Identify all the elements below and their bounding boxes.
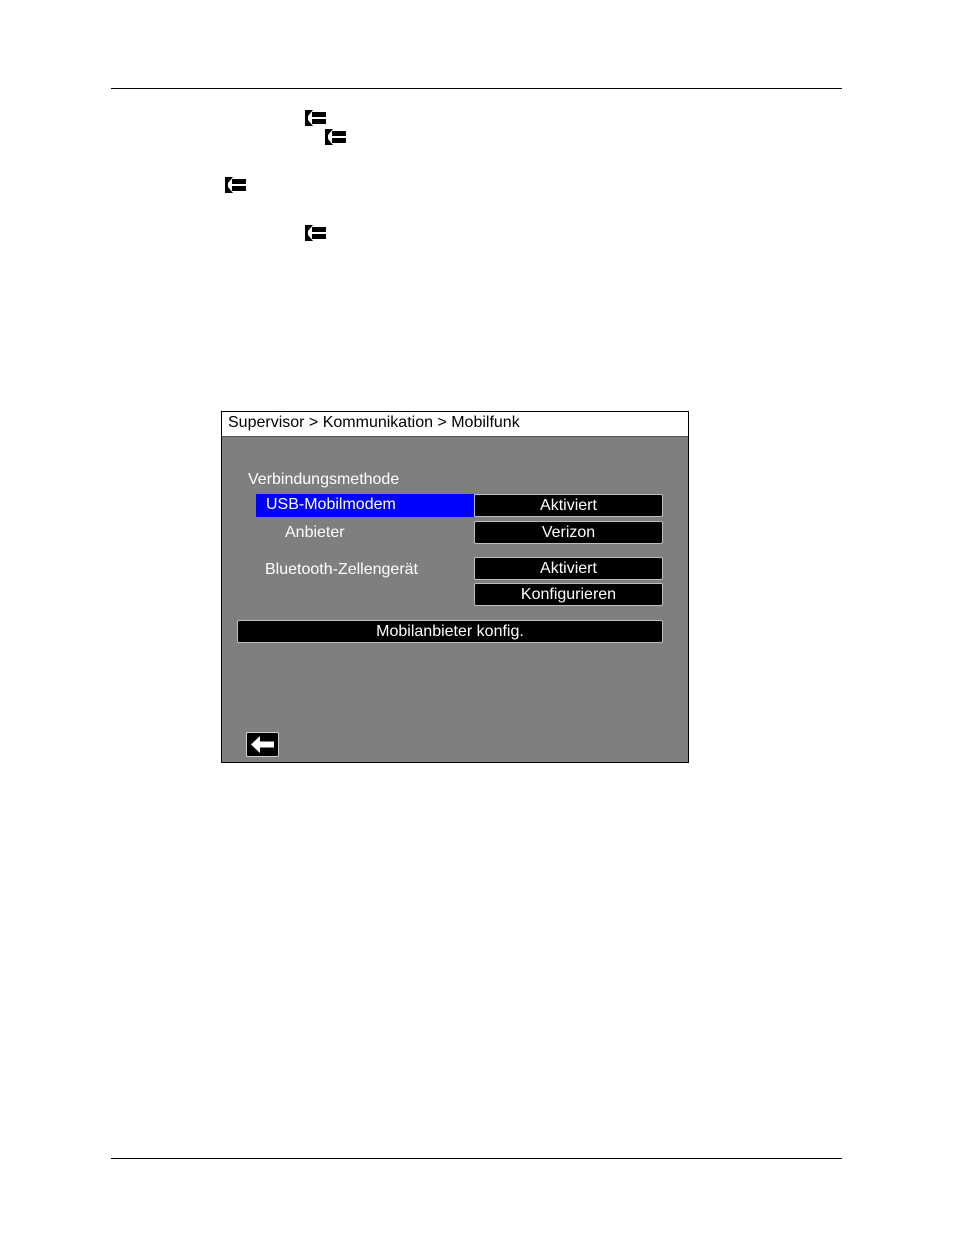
carrier-config-label: Mobilanbieter konfig.	[376, 623, 524, 640]
bluetooth-label: Bluetooth-Zellengerät	[265, 561, 418, 578]
header-rule	[111, 88, 842, 89]
provider-value: Verizon	[541, 524, 596, 541]
bluetooth-toggle-button[interactable]	[474, 557, 663, 580]
carrier-config-button[interactable]	[237, 620, 663, 643]
usb-modem-row[interactable]	[256, 494, 474, 517]
title-bar	[222, 412, 688, 437]
device-screen	[221, 411, 689, 763]
menu-key-icon	[305, 225, 327, 241]
back-button[interactable]	[246, 732, 279, 757]
provider-select-button[interactable]	[474, 521, 663, 544]
menu-key-icon	[325, 129, 347, 145]
bluetooth-value: Aktiviert	[540, 560, 597, 577]
breadcrumb: Supervisor > Kommunikation > Mobilfunk	[228, 414, 520, 431]
usb-modem-label: USB-Mobilmodem	[266, 496, 396, 513]
usb-modem-value: Aktiviert	[540, 497, 597, 514]
footer-rule	[111, 1158, 842, 1159]
menu-key-icon	[305, 110, 327, 126]
configure-label: Konfigurieren	[520, 586, 617, 603]
left-arrow-icon	[251, 736, 275, 753]
configure-button[interactable]	[474, 583, 663, 606]
usb-modem-toggle-button[interactable]	[474, 494, 663, 517]
section-label: Verbindungsmethode	[248, 471, 400, 488]
menu-key-icon	[225, 177, 247, 193]
provider-label: Anbieter	[285, 524, 345, 541]
